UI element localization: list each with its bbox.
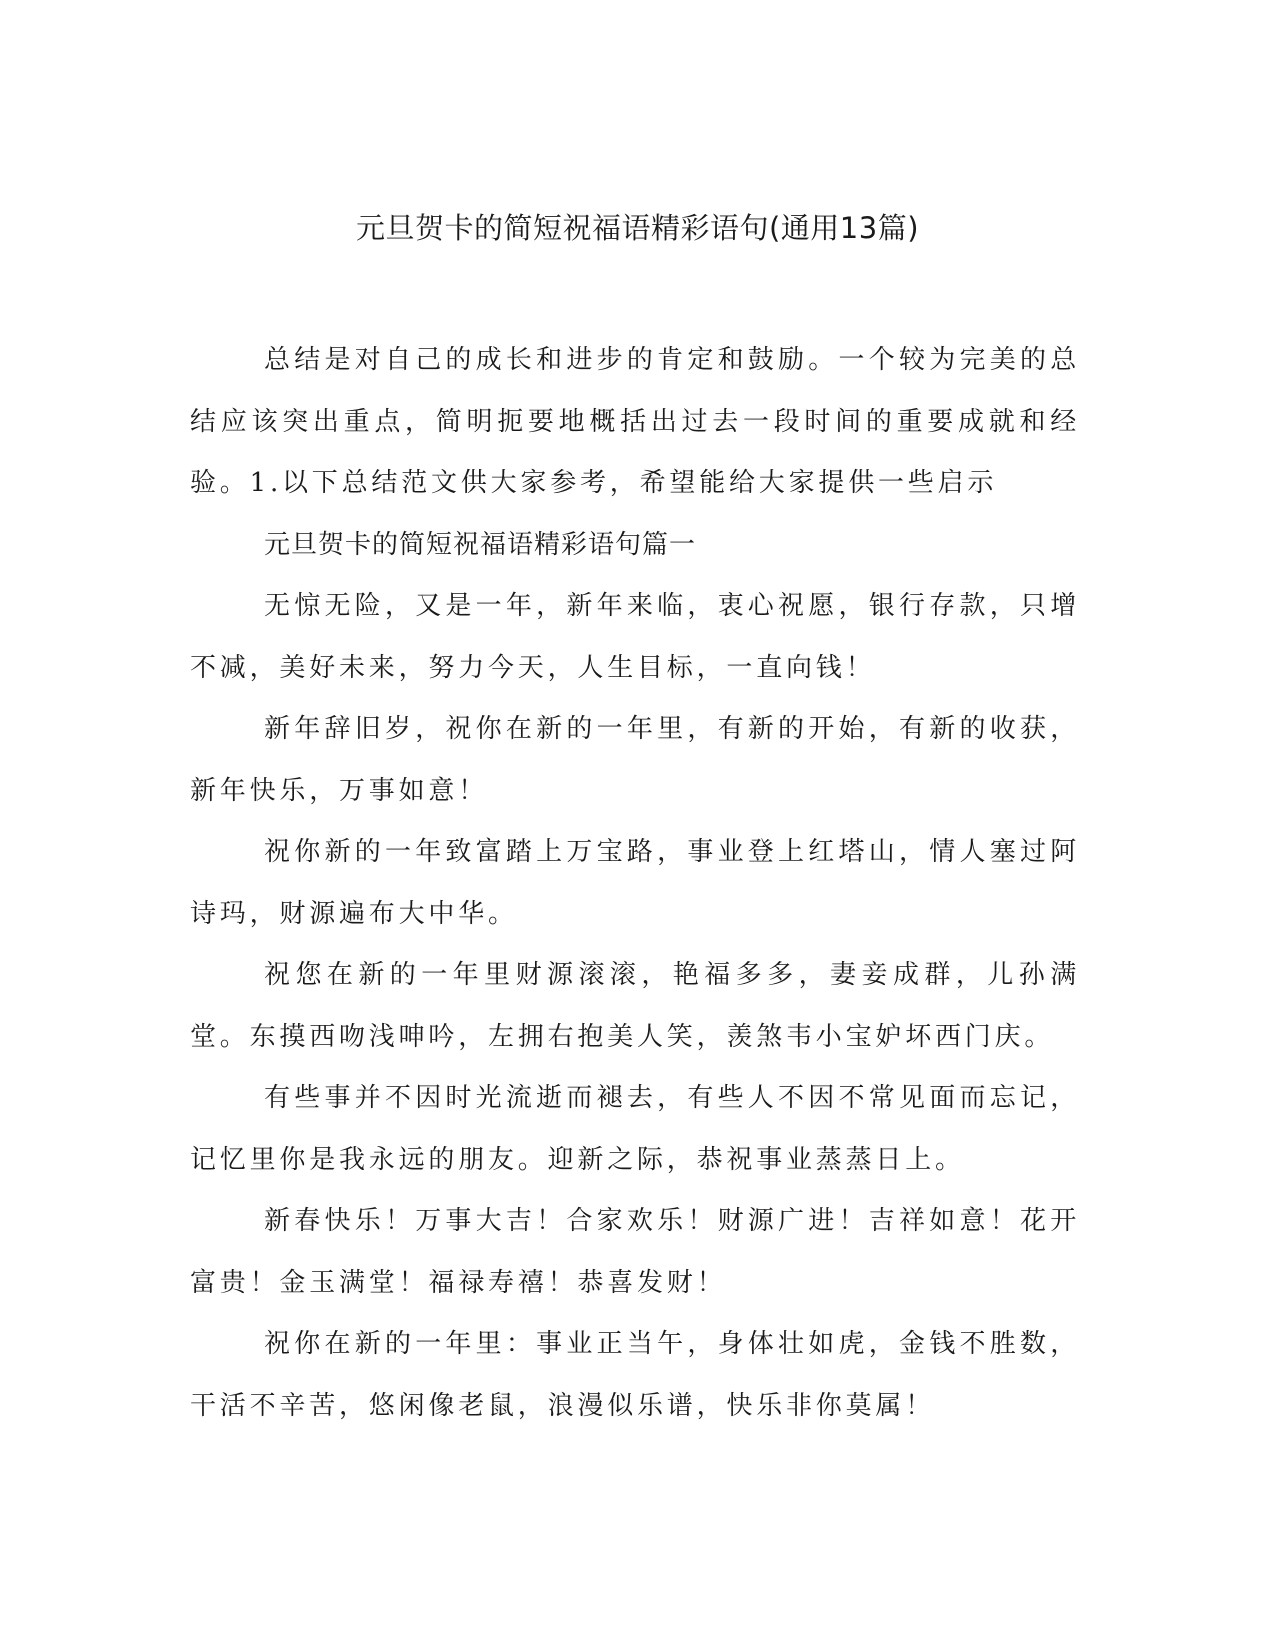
greeting-paragraph: 新年辞旧岁，祝你在新的一年里，有新的开始，有新的收获，新年快乐，万事如意！ bbox=[190, 714, 1080, 806]
section-heading: 元旦贺卡的简短祝福语精彩语句篇一 bbox=[264, 529, 697, 560]
intro-paragraph: 总结是对自己的成长和进步的肯定和鼓励。一个较为完美的总结应该突出重点，简明扼要地概括出过去一段时间的重要成就和经验。1.以下总结范文供大家参考，希望能给大家提供一些启示 bbox=[190, 345, 1080, 498]
greeting-paragraph: 有些事并不因时光流逝而褪去，有些人不因不常见面而忘记，记忆里你是我永远的朋友。迎新之际，恭祝事业蒸蒸日上。 bbox=[190, 1083, 1080, 1175]
document-title: 元旦贺卡的简短祝福语精彩语句(通用13篇) bbox=[355, 211, 920, 245]
greeting-paragraph: 祝你在新的一年里：事业正当午，身体壮如虎，金钱不胜数，干活不辛苦，悠闲像老鼠，浪漫似乐谱，快乐非你莫属！ bbox=[190, 1329, 1080, 1421]
greeting-paragraph: 无惊无险，又是一年，新年来临，衷心祝愿，银行存款，只增不减，美好未来，努力今天，人生目标，一直向钱！ bbox=[190, 591, 1080, 683]
greeting-paragraph: 新春快乐！万事大吉！合家欢乐！财源广进！吉祥如意！花开富贵！金玉满堂！福禄寿禧！恭喜发财！ bbox=[190, 1206, 1080, 1298]
greeting-paragraph: 祝您在新的一年里财源滚滚，艳福多多，妻妾成群，儿孙满堂。东摸西吻浅呻吟，左拥右抱美人笑，羡煞韦小宝妒坏西门庆。 bbox=[190, 960, 1080, 1052]
document-body bbox=[190, 330, 1080, 1437]
greeting-paragraph: 祝你新的一年致富踏上万宝路，事业登上红塔山，情人塞过阿诗玛，财源遍布大中华。 bbox=[190, 837, 1080, 929]
